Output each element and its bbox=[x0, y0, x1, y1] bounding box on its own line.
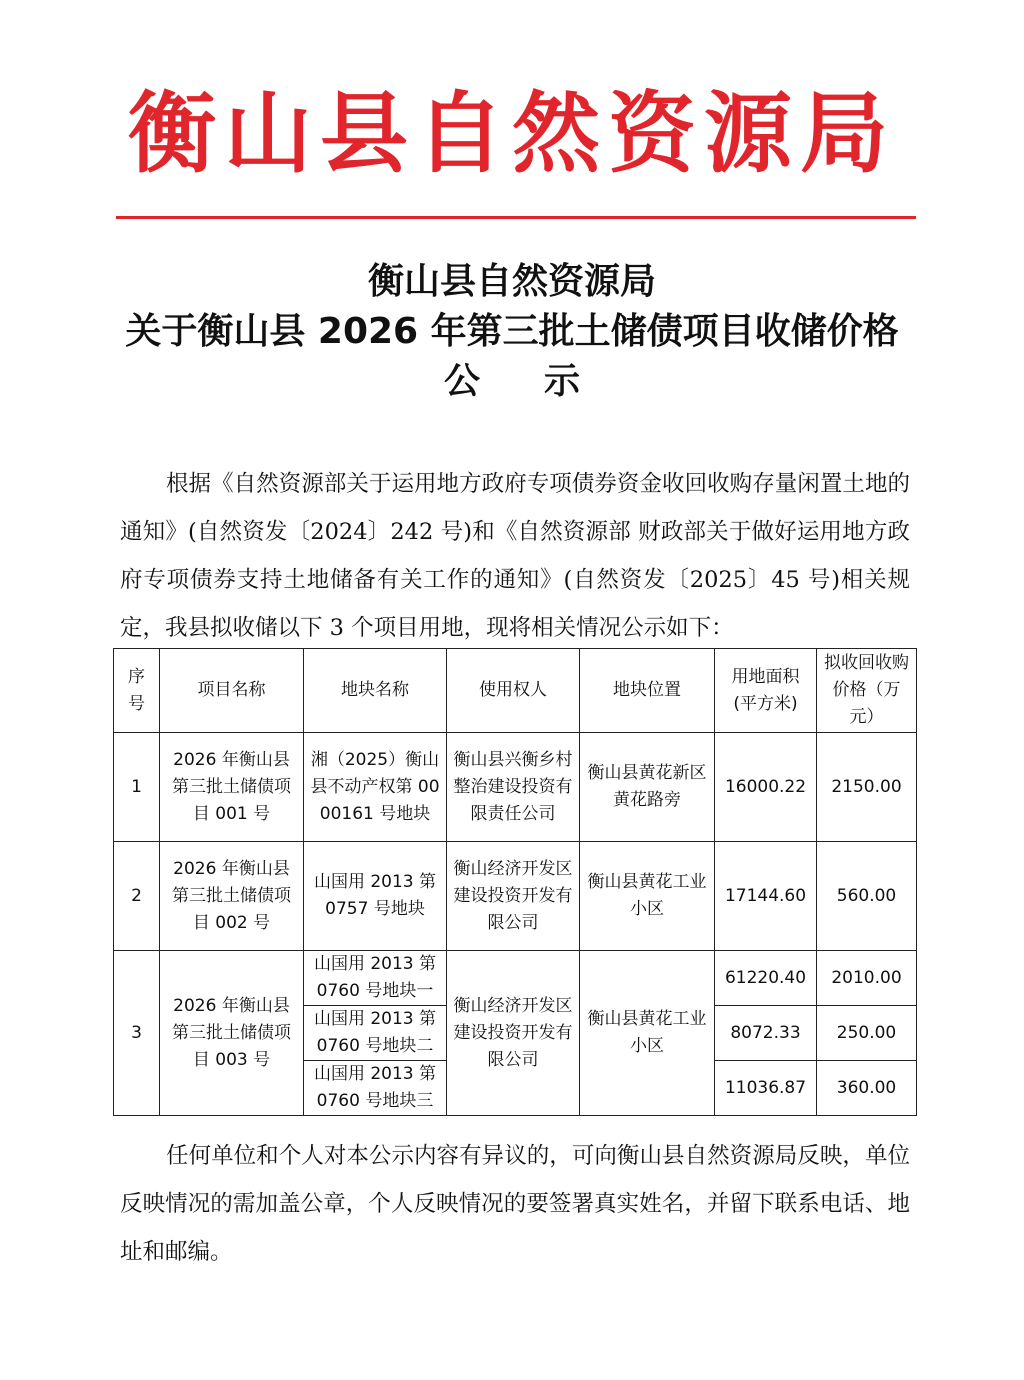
cell-location: 衡山县黄花新区黄花路旁 bbox=[580, 733, 715, 842]
letterhead-title: 衡山县自然资源局 bbox=[127, 81, 896, 185]
cell-owner: 衡山县兴衡乡村整治建设投资有限责任公司 bbox=[447, 733, 580, 842]
cell-area: 61220.40 bbox=[715, 951, 817, 1006]
cell-area: 16000.22 bbox=[715, 733, 817, 842]
header-seq: 序号 bbox=[114, 649, 160, 733]
cell-area: 11036.87 bbox=[715, 1061, 817, 1116]
cell-parcel: 山国用 2013 第 0760 号地块一 bbox=[304, 951, 447, 1006]
cell-parcel: 山国用 2013 第 0757 号地块 bbox=[304, 842, 447, 951]
acquisition-price-table bbox=[113, 648, 917, 1116]
cell-price: 2010.00 bbox=[817, 951, 917, 1006]
table-row bbox=[114, 951, 917, 1006]
cell-area: 8072.33 bbox=[715, 1006, 817, 1061]
header-price: 拟收回收购价格（万元） bbox=[817, 649, 917, 733]
cell-owner: 衡山经济开发区建设投资开发有限公司 bbox=[447, 951, 580, 1116]
cell-price: 2150.00 bbox=[817, 733, 917, 842]
intro-paragraph: 根据《自然资源部关于运用地方政府专项债券资金收回收购存量闲置土地的通知》(自然资发〔2024〕242 号)和《自然资源部 财政部关于做好运用地方政府专项债券支持土地储备有关工作的通知》(自然资发〔2025〕45 号)相关规定，我县拟收储以下 3 个项目用地，现将相关情况公示如下： bbox=[120, 471, 910, 641]
header-area: 用地面积(平方米) bbox=[715, 649, 817, 733]
cell-location: 衡山县黄花工业小区 bbox=[580, 951, 715, 1116]
cell-seq: 3 bbox=[114, 951, 160, 1116]
notice-title-line3: 公示 bbox=[443, 361, 644, 402]
cell-project: 2026 年衡山县第三批土储债项目 001 号 bbox=[160, 733, 304, 842]
notice-title-line1: 衡山县自然资源局 bbox=[367, 261, 656, 302]
cell-seq: 2 bbox=[114, 842, 160, 951]
header-project: 项目名称 bbox=[160, 649, 304, 733]
cell-project: 2026 年衡山县第三批土储债项目 002 号 bbox=[160, 842, 304, 951]
closing-paragraph: 任何单位和个人对本公示内容有异议的，可向衡山县自然资源局反映，单位反映情况的需加盖公章，个人反映情况的要签署真实姓名，并留下联系电话、地址和邮编。 bbox=[120, 1143, 910, 1265]
cell-parcel: 山国用 2013 第 0760 号地块二 bbox=[304, 1006, 447, 1061]
cell-price: 250.00 bbox=[817, 1006, 917, 1061]
header-owner: 使用权人 bbox=[447, 649, 580, 733]
cell-parcel: 山国用 2013 第 0760 号地块三 bbox=[304, 1061, 447, 1116]
cell-parcel: 湘（2025）衡山县不动产权第 0000161 号地块 bbox=[304, 733, 447, 842]
cell-location: 衡山县黄花工业小区 bbox=[580, 842, 715, 951]
table-row bbox=[114, 733, 917, 842]
header-location: 地块位置 bbox=[580, 649, 715, 733]
cell-area: 17144.60 bbox=[715, 842, 817, 951]
letterhead-divider bbox=[116, 216, 916, 219]
cell-seq: 1 bbox=[114, 733, 160, 842]
header-parcel: 地块名称 bbox=[304, 649, 447, 733]
cell-owner: 衡山经济开发区建设投资开发有限公司 bbox=[447, 842, 580, 951]
table-row bbox=[114, 842, 917, 951]
notice-title-line2: 关于衡山县 2026 年第三批土储债项目收储价格 bbox=[125, 311, 899, 352]
cell-price: 560.00 bbox=[817, 842, 917, 951]
cell-price: 360.00 bbox=[817, 1061, 917, 1116]
cell-project: 2026 年衡山县第三批土储债项目 003 号 bbox=[160, 951, 304, 1116]
table-header-row bbox=[114, 649, 917, 733]
